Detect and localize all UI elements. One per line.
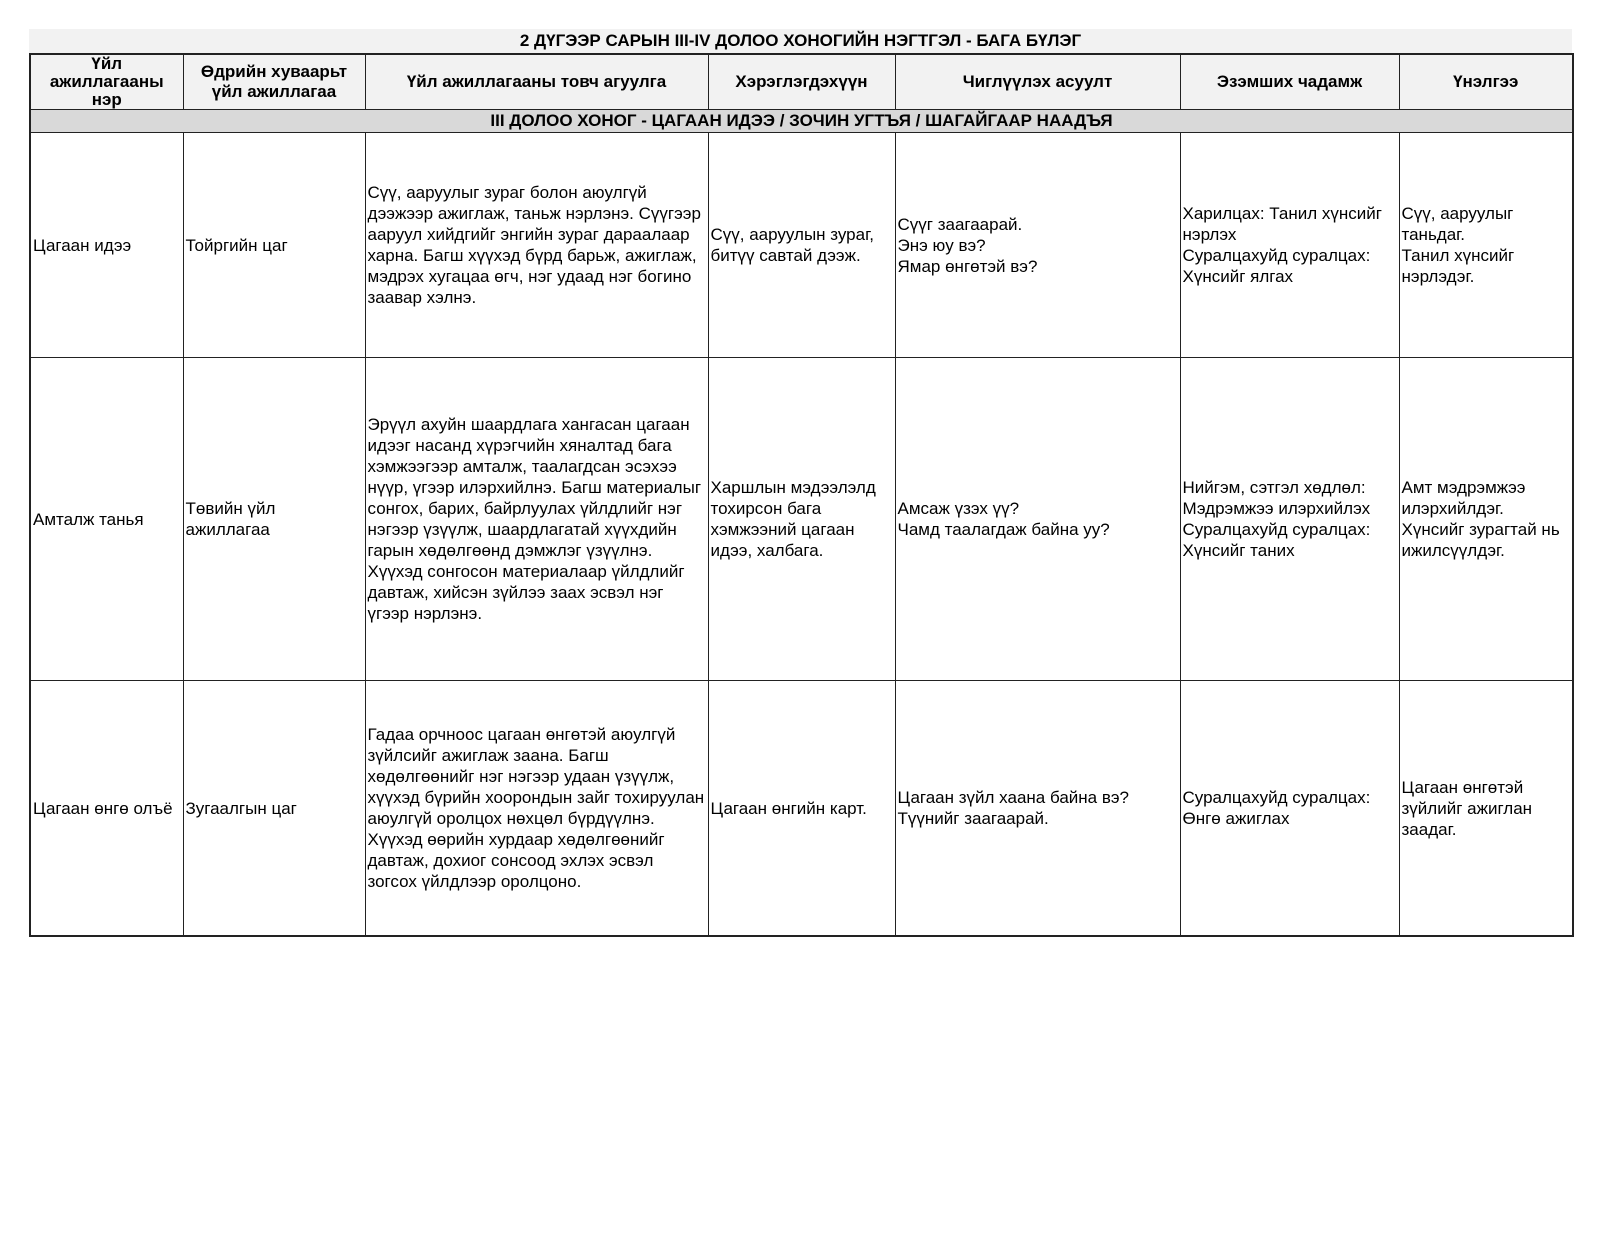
table-row [30, 358, 1573, 681]
lesson-plan-sheet [29, 29, 1572, 937]
evaluation-cell: Сүү, ааруулыг таньдаг. Танил хүнсийг нэрлэдэг. [1399, 133, 1573, 358]
competency-cell: Суралцахуйд суралцах: Өнгө ажиглах [1180, 681, 1399, 937]
header-activity-name: Үйл ажиллагааны нэр [30, 54, 183, 110]
questions-cell: Сүүг заагаарай. Энэ юу вэ? Ямар өнгөтэй вэ? [895, 133, 1180, 358]
lesson-plan-table [29, 53, 1574, 937]
table-row [30, 133, 1573, 358]
schedule-cell: Зугаалгын цаг [183, 681, 365, 937]
header-guiding-questions: Чиглүүлэх асуулт [895, 54, 1180, 110]
document-title: 2 ДҮГЭЭР САРЫН III-IV ДОЛОО ХОНОГИЙН НЭГТГЭЛ - БАГА БҮЛЭГ [29, 29, 1572, 53]
schedule-cell: Тойргийн цаг [183, 133, 365, 358]
competency-cell: Нийгэм, сэтгэл хөдлөл: Мэдрэмжээ илэрхийлэх Суралцахуйд суралцах: Хүнсийг таних [1180, 358, 1399, 681]
week-row [30, 110, 1573, 133]
evaluation-cell: Амт мэдрэмжээ илэрхийлдэг. Хүнсийг зурагтай нь ижилсүүлдэг. [1399, 358, 1573, 681]
header-content: Үйл ажиллагааны товч агуулга [365, 54, 708, 110]
content-cell: Эрүүл ахуйн шаардлага хангасан цагаан идээг насанд хүрэгчийн хяналтад бага хэмжээгээр амталж, таалагдсан эсэхээ нүүр, үгээр илэрхийлнэ. Багш материалыг сонгох, барих, байрлуулах үйлдлийг нэг нэгээр үзүүлж, шаардлагатай хүүхдийн гарын хөдөлгөөнд дэмжлэг үзүүлнэ. Хүүхэд сонгосон материалаар үйлдлийг давтаж, хийсэн зүйлээ заах эсвэл нэг үгээр нэрлэнэ. [365, 358, 708, 681]
week-title: III ДОЛОО ХОНОГ - ЦАГААН ИДЭЭ / ЗОЧИН УГТЪЯ / ШАГАЙГААР НААДЪЯ [30, 110, 1573, 133]
materials-cell: Харшлын мэдээлэлд тохирсон бага хэмжээний цагаан идээ, халбага. [708, 358, 895, 681]
questions-cell: Амсаж үзэх үү? Чамд таалагдаж байна уу? [895, 358, 1180, 681]
activity-name-cell: Амталж танья [30, 358, 183, 681]
header-competency: Эзэмших чадамж [1180, 54, 1399, 110]
activity-name-cell: Цагаан идээ [30, 133, 183, 358]
materials-cell: Сүү, ааруулын зураг, битүү савтай дээж. [708, 133, 895, 358]
activity-name-cell: Цагаан өнгө олъё [30, 681, 183, 937]
questions-cell: Цагаан зүйл хаана байна вэ? Түүнийг заагаарай. [895, 681, 1180, 937]
competency-cell: Харилцах: Танил хүнсийг нэрлэх Суралцахуйд суралцах: Хүнсийг ялгах [1180, 133, 1399, 358]
header-evaluation: Үнэлгээ [1399, 54, 1573, 110]
header-daily-schedule: Өдрийн хуваарьт үйл ажиллагаа [183, 54, 365, 110]
evaluation-cell: Цагаан өнгөтэй зүйлийг ажиглан заадаг. [1399, 681, 1573, 937]
materials-cell: Цагаан өнгийн карт. [708, 681, 895, 937]
header-materials: Хэрэглэгдэхүүн [708, 54, 895, 110]
content-cell: Сүү, ааруулыг зураг болон аюулгүй дээжээр ажиглаж, таньж нэрлэнэ. Сүүгээр ааруул хийдгийг энгийн зураг дараалаар харна. Багш хүүхэд бүрд барьж, ажиглаж, мэдрэх хугацаа өгч, нэг удаад нэг богино заавар хэлнэ. [365, 133, 708, 358]
content-cell: Гадаа орчноос цагаан өнгөтэй аюулгүй зүйлсийг ажиглаж заана. Багш хөдөлгөөнийг нэг нэгээр удаан үзүүлж, хүүхэд бүрийн хоорондын зайг тохируулан аюулгүй оролцох нөхцөл бүрдүүлнэ. Хүүхэд өөрийн хурдаар хөдөлгөөнийг давтаж, дохиог сонсоод эхлэх эсвэл зогсох үйлдлээр оролцоно. [365, 681, 708, 937]
header-row [30, 54, 1573, 110]
schedule-cell: Төвийн үйл ажиллагаа [183, 358, 365, 681]
table-row [30, 681, 1573, 937]
